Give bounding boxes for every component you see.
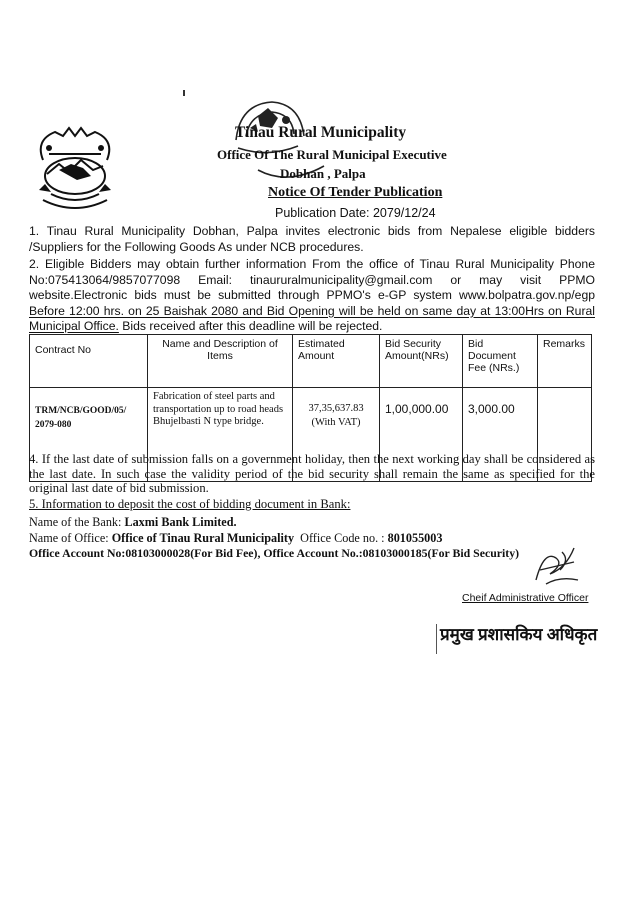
amount-note: (With VAT) [311, 417, 361, 428]
rejection-note: Bids received after this deadline will be rejected. [118, 319, 383, 333]
col-description: Name and Description of Items [148, 335, 293, 388]
doc-fee-cell: 3,000.00 [463, 388, 538, 482]
office-code-label: Office Code no. : [294, 531, 388, 545]
bank-line [29, 515, 237, 530]
description-cell: Fabrication of steel parts and transportation up to road heads Bhujelbasti N type bridge. [148, 388, 293, 482]
col-doc-fee: Bid Document Fee (NRs.) [463, 335, 538, 388]
amount-value: 37,35,637.83 [308, 403, 364, 414]
emblem-icon [29, 120, 121, 221]
office-code: 801055003 [387, 531, 443, 545]
account-numbers: Office Account No:08103000028(For Bid Fee), Office Account No.:08103000185(For Bid Security) [29, 546, 520, 560]
paragraph-2 [29, 257, 595, 335]
signature-bar [436, 624, 437, 654]
publication-date: Publication Date: 2079/12/24 [275, 206, 436, 220]
table-header-row [30, 335, 592, 388]
office-title: Office Of The Rural Municipal Executive [217, 147, 447, 162]
paragraph-4: 4. If the last date of submission falls on a government holiday, then the next working day shall be considered as the last date. In such case the validity period of the bid security shall remain the same as specified for the original last date of bid submission. [29, 452, 595, 495]
office-location: Dobhan , Palpa [280, 166, 366, 181]
col-bid-security: Bid Security Amount(NRs) [380, 335, 463, 388]
signatory-title: Cheif Administrative Officer [462, 592, 589, 604]
paragraph-2-text: 2. Eligible Bidders may obtain further information From the office of Tinau Rural Municipality Phone No:075413064/9857077098 Email: tinaururalmunicipality@gmail.com or may visit PPMO website.Electronic bids must be submitted through PPMO's e-GP system www.bolpatra.gov.np/egp [29, 257, 595, 302]
paragraph-1: 1. Tinau Rural Municipality Dobhan, Palpa invites electronic bids from Nepalese eligible bidders /Suppliers for the Following Goods As under NCB procedures. [29, 224, 595, 254]
paragraph-5: 5. Information to deposit the cost of bidding document in Bank: [29, 497, 351, 511]
bank-name: Laxmi Bank Limited. [124, 515, 237, 529]
notice-heading: Notice Of Tender Publication [268, 185, 443, 200]
office-name: Office of Tinau Rural Municipality [111, 531, 295, 545]
bank-label: Name of the Bank: [29, 515, 125, 529]
submission-deadline: Before 12:00 hrs. on 25 Baishak 2080 and Bid Opening will be held on same day at 13:00Hrs on Rural Municipal Office. [29, 303, 595, 333]
office-line [29, 531, 442, 546]
col-remarks: Remarks [538, 335, 592, 388]
stray-mark-icon [183, 90, 185, 96]
contract-no-cell: TRM/NCB/GOOD/05/ 2079-080 [30, 388, 148, 482]
bid-security-cell: 1,00,000.00 [380, 388, 463, 482]
signature-icon [530, 540, 582, 595]
col-contract-no: Contract No [30, 335, 148, 388]
office-label: Name of Office: [29, 531, 112, 545]
col-estimated-amount: Estimated Amount [293, 335, 380, 388]
signatory-title-nepali: प्रमुख प्रशासकिय अधिकृत [440, 625, 598, 644]
municipality-title: Tinau Rural Municipality [235, 124, 407, 141]
